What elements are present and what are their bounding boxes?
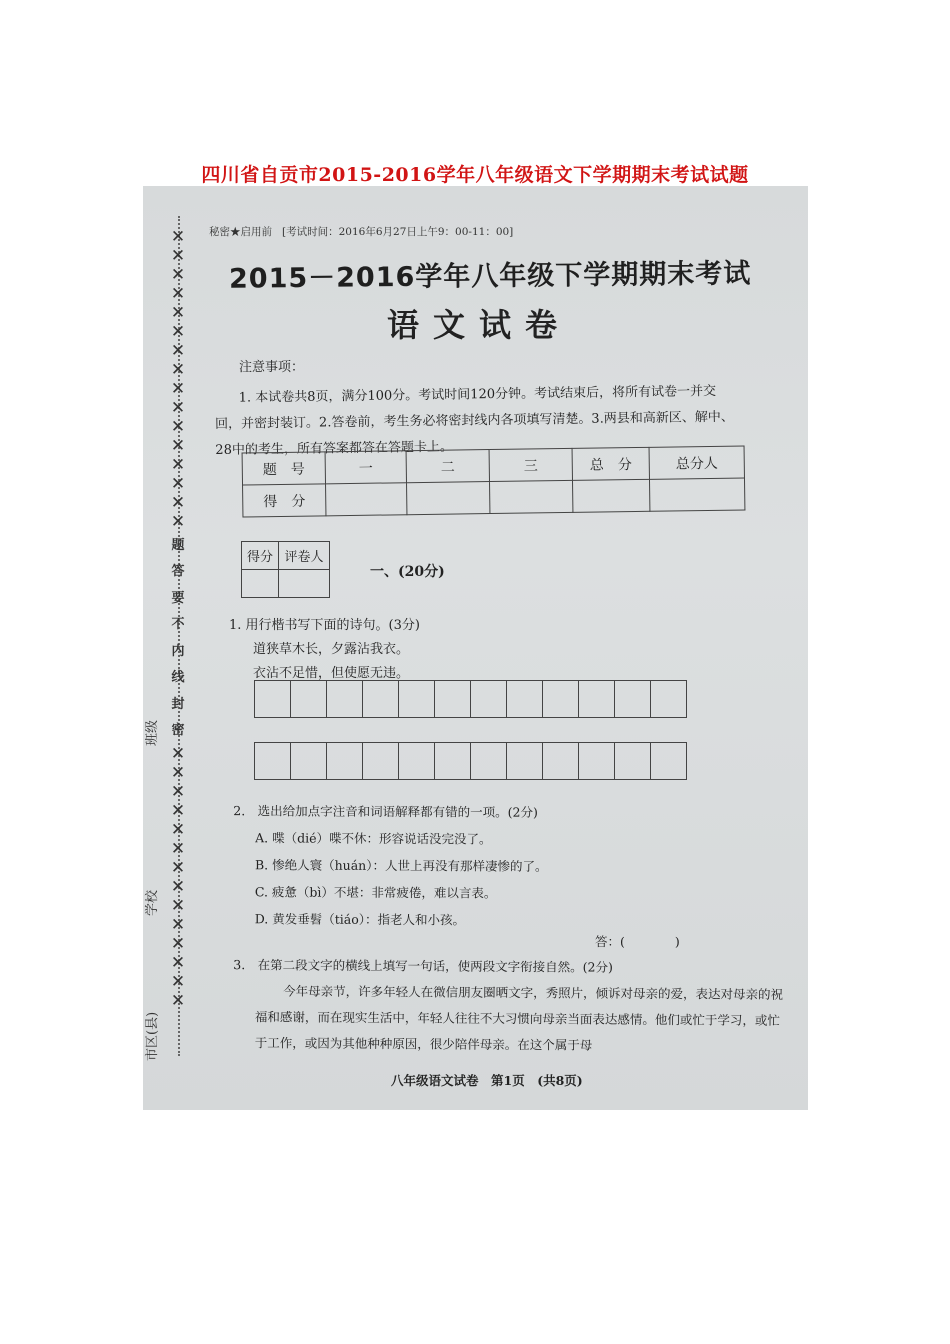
cross-mark: ✕: [170, 379, 186, 400]
cross-mark: ✕: [170, 341, 186, 362]
poem-line: 衣沾不足惜，但使愿无违。: [253, 666, 410, 681]
passage-paragraph: 今年母亲节，许多年轻人在微信朋友圈晒文字，秀照片，倾诉对母亲的爱，表达对母亲的祝福和感谢，而在现实生活中，年轻人往往不大习惯向母亲当面表达感情。他们或忙于学习，或忙于工作，或因为其他种种原因，很少陪伴母亲。在这个属于母: [254, 983, 784, 1053]
cross-mark: ✕: [170, 246, 186, 267]
binding-char: 线: [171, 670, 185, 686]
cross-mark: ✕: [170, 781, 186, 802]
binding-char: 封: [171, 696, 185, 712]
question-1: [229, 614, 420, 686]
cross-mark: ✕: [170, 512, 186, 533]
binding-char: 内: [171, 643, 185, 659]
section-heading: 一、(20分): [370, 564, 445, 580]
cross-mark: ✕: [170, 398, 186, 419]
writing-grid[interactable]: [254, 742, 687, 780]
exam-time: [考试时间：2016年6月27日上午9：00-11：00]: [282, 226, 514, 238]
table-row: [243, 478, 745, 517]
table-cell[interactable]: [649, 478, 744, 511]
table-cell: 一: [325, 451, 406, 484]
option-a: A. 喋（dié）喋不休：形容说话没完没了。: [255, 830, 492, 847]
table-cell[interactable]: [572, 479, 649, 512]
table-cell: 题 号: [242, 452, 325, 485]
question-prompt: 1. 用行楷书写下面的诗句。(3分): [229, 618, 420, 633]
binding-char: 要: [171, 590, 185, 606]
class-label: 班级: [145, 719, 160, 746]
cross-mark: ✕: [170, 972, 186, 993]
exam-subject-title: 语文试卷: [387, 306, 572, 344]
table-cell[interactable]: [490, 480, 573, 513]
cross-mark: ✕: [170, 322, 186, 343]
option-d: D. 黄发垂髫（tiáo）：指老人和小孩。: [254, 911, 466, 928]
table-cell: 评卷人: [279, 542, 330, 570]
option-b: B. 惨绝人寰（huán）：人世上再没有那样凄惨的了。: [254, 857, 548, 874]
writing-grid[interactable]: [254, 680, 687, 718]
question-prompt: 3. 在第二段文字的横线上填写一句话，使两段文字衔接自然。(2分): [233, 957, 613, 975]
table-cell: 得 分: [243, 484, 326, 517]
binding-char: 密: [171, 723, 185, 739]
cross-mark: ✕: [170, 934, 186, 955]
table-cell: 总 分: [572, 447, 649, 480]
cross-mark: ✕: [170, 455, 186, 476]
document-title: 四川省自贡市2015-2016学年八年级语文下学期期末考试试题: [201, 164, 749, 186]
cross-mark: ✕: [170, 858, 186, 879]
table-row: [242, 542, 330, 570]
cross-mark: ✕: [170, 227, 186, 247]
cross-mark: ✕: [170, 303, 186, 324]
table-cell[interactable]: [242, 570, 279, 598]
notice-line: 1. 本试卷共8页，满分100分。考试时间120分钟。考试结束后，将所有试卷一并交: [238, 383, 717, 406]
cross-mark: ✕: [170, 493, 186, 514]
cross-mark: ✕: [170, 284, 186, 305]
cross-mark: ✕: [170, 991, 186, 1012]
binding-char: 不: [171, 617, 185, 633]
cross-mark: ✕: [170, 915, 186, 936]
answer-blank[interactable]: 答：( ): [595, 934, 680, 949]
binding-char: 题: [171, 537, 185, 553]
cross-mark: ✕: [170, 762, 186, 783]
table-cell[interactable]: [326, 483, 407, 516]
district-label: 市区(县): [145, 1011, 160, 1061]
school-label: 学校: [145, 889, 160, 916]
confidential-mark: 秘密★启用前: [209, 226, 272, 238]
notice-line: 回，并密封装订。2.答卷前，考生务必将密封线内各项填写清楚。3.两县和高新区、解中、: [214, 409, 734, 432]
table-cell: 得分: [242, 542, 279, 570]
grader-box: [241, 541, 330, 598]
score-table: [242, 445, 746, 517]
option-c: C. 疲惫（bì）不堪：非常疲倦，难以言表。: [254, 884, 497, 901]
cross-mark: ✕: [170, 417, 186, 438]
cross-mark: ✕: [170, 436, 186, 457]
binding-char: 答: [171, 564, 185, 580]
table-row: [242, 570, 330, 598]
table-cell: 二: [406, 450, 489, 483]
cross-mark: ✕: [170, 360, 186, 381]
exam-main-title: 2015－2016学年八年级下学期期末考试: [228, 258, 752, 295]
binding-margin: [165, 228, 191, 1011]
table-cell[interactable]: [407, 482, 490, 515]
cross-mark: ✕: [170, 800, 186, 821]
poem-line: 道狭草木长，夕露沾我衣。: [253, 642, 410, 657]
cross-mark: ✕: [170, 265, 186, 286]
question-prompt: 2. 选出给加点字注音和词语解释都有错的一项。(2分): [233, 803, 538, 820]
cross-mark: ✕: [170, 877, 186, 898]
cross-mark: ✕: [170, 820, 186, 840]
page-footer: 八年级语文试卷 第1页 (共8页): [391, 1073, 583, 1088]
exam-header: [209, 224, 513, 239]
notice-line: 28中的考生，所有答案都答在答题卡上。: [215, 439, 454, 458]
table-cell[interactable]: [279, 570, 330, 598]
table-cell: 总分人: [649, 446, 744, 479]
cross-mark: ✕: [170, 743, 186, 764]
cross-mark: ✕: [170, 474, 186, 495]
question-3: [233, 952, 789, 1060]
notice-heading: 注意事项：: [239, 360, 305, 375]
cross-mark: ✕: [170, 839, 186, 860]
exam-paper-photo: [143, 186, 808, 1110]
cross-mark: ✕: [170, 953, 186, 974]
cross-mark: ✕: [170, 896, 186, 917]
table-cell: 三: [489, 448, 572, 481]
question-2: [233, 797, 548, 934]
